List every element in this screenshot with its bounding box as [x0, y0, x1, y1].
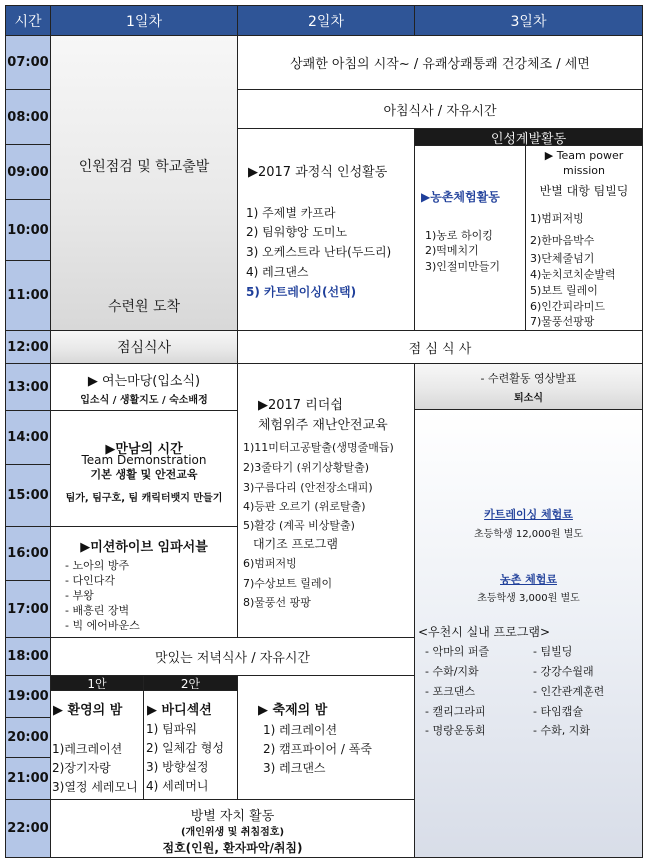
time-label: 07:00 [7, 55, 49, 70]
time-label: 21:00 [7, 771, 49, 786]
meeting-line2: 기본 생활 및 안전교육 [90, 468, 198, 481]
time-label: 08:00 [7, 109, 49, 125]
time-cell [5, 199, 51, 261]
time-cell [5, 717, 51, 758]
mission-item: - 부왕 [65, 589, 94, 602]
day2-3-lunch-cell [237, 330, 643, 364]
indoor-left-item: - 캘리그라피 [425, 705, 486, 718]
time-label: 18:00 [7, 649, 49, 664]
character-header-label: 인성계발활동 [490, 131, 567, 146]
farm-fee-title: 농촌 체험료 [500, 573, 557, 586]
festival-night-cell [237, 675, 415, 800]
leadership-cell [237, 363, 415, 638]
opening-sub: 입소식 / 생활지도 / 숙소배정 [80, 395, 208, 406]
festival-item: 3) 레크댄스 [263, 761, 326, 775]
opening-title: ▶ 여는마당(입소식) [87, 374, 201, 389]
closing-text: 퇴소식 [514, 393, 543, 404]
body-section-cell [143, 690, 238, 800]
dinner-cell [50, 637, 415, 676]
indoor-title: <우천시 실내 프로그램> [418, 625, 551, 639]
leadership-sub-title: 대기조 프로그램 [253, 537, 338, 551]
program-item: 3) 오케스트라 난타(두드리) [246, 245, 392, 259]
day1-meeting-cell [50, 410, 238, 527]
time-cell [5, 330, 51, 364]
time-label: 20:00 [7, 730, 49, 745]
time-label: 19:00 [7, 689, 49, 704]
night-option1-label: 1안 [87, 676, 107, 691]
indoor-left-item: - 악마의 퍼즐 [425, 645, 490, 658]
time-label: 15:00 [7, 488, 49, 503]
time-label: 10:00 [7, 222, 49, 238]
leadership-title2: 체험위주 재난안전교육 [258, 418, 388, 433]
time-cell [5, 363, 51, 411]
leadership-item: 3)구름다리 (안전장소대피) [243, 481, 373, 494]
meeting-title: ▶만남의 시간 [105, 442, 183, 457]
body-item: 1) 팀파워 [146, 722, 197, 736]
night-option1-header [50, 675, 144, 691]
indoor-right-item: - 강강수월래 [533, 665, 594, 678]
header-day2-label: 2일차 [308, 13, 344, 30]
team-item: 7)물풍선팡팡 [530, 315, 595, 328]
time-label: 13:00 [7, 379, 49, 395]
morning-text: 상쾌한 아침의 시작~ / 유쾌상쾌통쾌 건강체조 / 세면 [290, 57, 590, 72]
time-cell [5, 464, 51, 527]
mission-title: ▶미션하이브 임파서블 [80, 540, 208, 555]
time-label: 22:00 [7, 821, 49, 836]
welcome-title: ▶ 환영의 밤 [53, 703, 123, 718]
self-line: 점호(인원, 환자파악/취침) [162, 841, 303, 855]
program-special: 5) 카트레이싱(선택) [246, 285, 357, 299]
time-label: 09:00 [7, 164, 49, 180]
team-item: 4)눈치코치순발력 [530, 268, 616, 281]
team-power-cell [525, 145, 643, 331]
day3-free-cell [414, 409, 643, 858]
leadership-sub-item: 6)범퍼저빙 [243, 557, 297, 570]
farm-item: 2)떡메치기 [425, 244, 479, 257]
leadership-sub-item: 8)물풍선 팡팡 [243, 596, 311, 609]
meeting-line1: Team Demonstration [81, 453, 207, 467]
indoor-left-item: - 포크댄스 [425, 685, 475, 698]
day1-mission-cell [50, 526, 238, 638]
mission-item: - 빅 에어바운스 [65, 619, 140, 632]
time-cell [5, 89, 51, 145]
leadership-item: 4)등판 오르기 (위로탈출) [243, 500, 366, 513]
team-item: 3)단체줄넘기 [530, 252, 595, 265]
self-sub: (개인위생 및 취침점호) [180, 827, 285, 838]
leadership-item: 2)3줄타기 (위기상황탈출) [243, 461, 370, 474]
farm-item: 1)농로 하이킹 [425, 229, 493, 242]
body-item: 3) 방향설정 [146, 760, 209, 774]
night-option2-label: 2안 [180, 676, 201, 691]
farm-title: ▶농촌체험활동 [421, 190, 500, 204]
team-item: 6)인간피라미드 [530, 300, 606, 313]
indoor-left-item: - 수화/지화 [425, 665, 479, 678]
indoor-left-item: - 명랑운동회 [425, 724, 486, 737]
welcome-item: 2)장기자랑 [52, 761, 111, 775]
time-cell [5, 675, 51, 718]
farm-fee-price: 초등학생 3,000원 별도 [477, 593, 580, 604]
night-option2-header [143, 675, 238, 691]
time-cell [5, 260, 51, 331]
body-item: 2) 일체감 형성 [146, 741, 224, 755]
morning-cell [237, 35, 643, 90]
welcome-item: 1)레크레이션 [52, 742, 123, 756]
farm-activity-cell [414, 145, 526, 331]
arrival-text: 수련원 도착 [107, 299, 181, 315]
time-label: 12:00 [7, 339, 49, 355]
day1-departure-cell [50, 35, 238, 331]
breakfast-text: 아침식사 / 자유시간 [383, 103, 497, 119]
self-title: 방별 자치 활동 [190, 809, 275, 824]
time-label: 16:00 [7, 546, 49, 561]
festival-item: 1) 레크레이션 [263, 723, 338, 737]
header-time-label: 시간 [14, 13, 42, 30]
team-title1: ▶ Team power [544, 149, 624, 162]
lunch-text: 점심식사 [116, 340, 172, 356]
team-item: 2)한마음박수 [530, 234, 595, 247]
closing-cell [414, 363, 643, 410]
team-title3: 반별 대항 팀빌딩 [539, 184, 629, 198]
time-cell [5, 637, 51, 676]
dinner-text: 맛있는 저녁식사 / 자유시간 [155, 651, 310, 666]
time-cell [5, 580, 51, 638]
leadership-item: 5)활강 (계곡 비상탈출) [243, 519, 355, 532]
day2-program-cell [237, 128, 415, 331]
leadership-title1: ▶2017 리더쉽 [258, 398, 343, 413]
welcome-night-cell [50, 690, 144, 800]
farm-item: 3)인절미만들기 [425, 260, 501, 273]
festival-title: ▶ 축제의 밤 [258, 703, 328, 718]
team-title2: mission [563, 164, 605, 177]
mission-item: - 다인다각 [65, 574, 115, 587]
day1-opening-cell [50, 363, 238, 411]
header-day3 [414, 5, 643, 36]
video-text: - 수련활동 영상발표 [480, 372, 577, 385]
festival-item: 2) 캠프파이어 / 폭죽 [263, 742, 372, 756]
indoor-right-item: - 팀빌딩 [533, 645, 573, 658]
body-title: ▶ 바디섹션 [147, 703, 212, 718]
header-day1 [50, 5, 238, 36]
self-activity-cell [50, 799, 415, 858]
indoor-right-item: - 타임캡슐 [533, 705, 583, 718]
time-label: 17:00 [7, 601, 49, 617]
character-header [414, 128, 643, 146]
departure-text: 인원점검 및 학교출발 [78, 159, 210, 175]
mission-item: - 배흥린 장벽 [65, 604, 130, 617]
team-item: 5)보트 릴레이 [530, 284, 598, 297]
header-day1-label: 1일차 [126, 13, 162, 30]
indoor-right-item: - 인간관계훈련 [533, 685, 605, 698]
cart-fee-price: 초등학생 12,000원 별도 [474, 529, 583, 540]
time-cell [5, 526, 51, 581]
cart-fee-title: 카트레이싱 체험료 [484, 508, 573, 521]
meeting-line3: 팀가, 팀구호, 팀 캐릭터뱃지 만들기 [65, 493, 223, 504]
program-title: ▶2017 과정식 인성활동 [248, 165, 388, 180]
body-item: 4) 세레머니 [146, 779, 209, 793]
time-cell [5, 799, 51, 858]
indoor-right-item: - 수화, 지화 [533, 724, 590, 737]
time-cell [5, 757, 51, 800]
leadership-item: 1)11미터고공탈출(생명줄매듭) [243, 441, 394, 454]
program-item: 4) 레크댄스 [246, 265, 309, 279]
day1-lunch-cell [50, 330, 238, 364]
team-item: 1)범퍼저빙 [530, 212, 584, 225]
mission-item: - 노아의 방주 [65, 559, 130, 572]
day2-lunch-text: 점 심 식 사 [408, 341, 472, 357]
time-cell [5, 35, 51, 90]
program-item: 1) 주제별 카프라 [246, 206, 336, 220]
welcome-item: 3)열정 세레모니 [52, 780, 138, 794]
breakfast-cell [237, 89, 643, 129]
program-item: 2) 팀워향앙 도미노 [246, 225, 348, 239]
header-day2 [237, 5, 415, 36]
leadership-sub-item: 7)수상보트 릴레이 [243, 577, 333, 590]
time-cell [5, 144, 51, 200]
header-day3-label: 3일차 [510, 13, 547, 30]
time-cell [5, 410, 51, 465]
time-label: 11:00 [7, 288, 49, 303]
header-time [5, 5, 51, 36]
time-label: 14:00 [7, 430, 49, 445]
